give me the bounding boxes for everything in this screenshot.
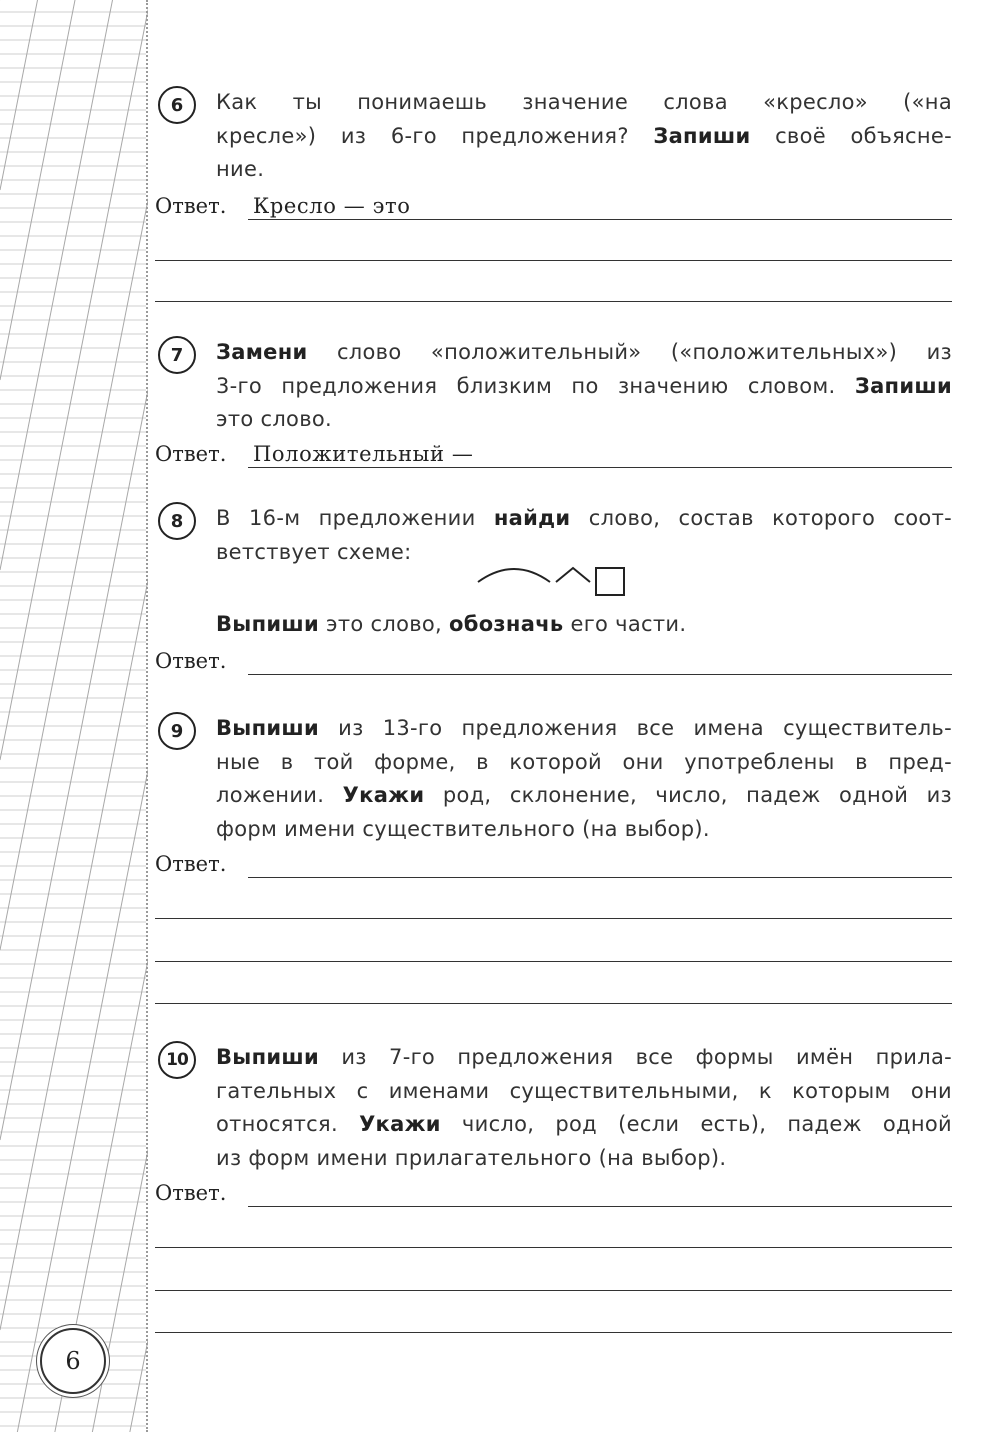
margin-slant — [0, 380, 148, 1140]
task-number: 9 — [158, 712, 196, 750]
task-8 — [158, 502, 952, 569]
text-line: Выпиши из 13-го предложения все имена существитель- — [216, 716, 952, 740]
task-text — [216, 336, 952, 437]
instruction-keyword: Запиши — [854, 373, 952, 398]
root-arc-icon — [478, 569, 550, 582]
answer-line[interactable] — [155, 918, 952, 919]
answer-line — [248, 467, 952, 468]
page-number: 6 — [40, 1328, 106, 1394]
text-line: ные в той форме, в которой они употреблены в пред- — [216, 749, 952, 774]
instruction-keyword: Запиши — [653, 123, 751, 148]
answer-line — [248, 877, 952, 878]
instruction-keyword: Выпиши — [216, 612, 320, 636]
text-line: ветствует схеме: — [216, 539, 412, 564]
answer-label: Ответ. — [155, 442, 227, 466]
ending-box-icon — [596, 568, 624, 595]
answer-line[interactable] — [155, 1003, 952, 1004]
text-line: это слово. — [216, 407, 332, 431]
task-6 — [158, 86, 952, 187]
task-number: 10 — [158, 1041, 196, 1079]
margin-slant — [0, 0, 148, 570]
text-line: ложении. Укажи род, склонение, число, падеж одной из — [216, 783, 952, 807]
text-line: гательных с именами существительными, к которым они — [216, 1078, 952, 1103]
text-line: относятся. Укажи число, род (если есть), падеж одной — [216, 1112, 952, 1136]
task-text — [216, 608, 952, 642]
task-9 — [158, 712, 952, 846]
answer-label: Ответ. — [155, 649, 227, 673]
answer-line[interactable] — [155, 1332, 952, 1333]
word-scheme — [476, 562, 630, 600]
text-line: Выпиши из 7-го предложения все формы имён прила- — [216, 1045, 952, 1069]
instruction-keyword: найди — [493, 506, 571, 530]
text-line: форм имени существительного (на выбор). — [216, 816, 710, 841]
text-line: 3-го предложения близким по значению словом. Запиши — [216, 373, 952, 398]
margin-slant — [0, 0, 148, 760]
suffix-caret-icon — [556, 568, 590, 582]
text-line: кресле») из 6-го предложения? Запиши своё объясне- — [216, 123, 952, 148]
margin-slant — [0, 0, 148, 380]
text-line: Выпиши это слово, обозначь его части. — [216, 612, 687, 636]
text-line: Как ты понимаешь значение слова «кресло» («на — [216, 90, 952, 114]
text-line: Замени слово «положительный» («положительных») из — [216, 340, 952, 364]
answer-line[interactable] — [155, 301, 952, 302]
task-number: 8 — [158, 502, 196, 540]
answer-label: Ответ. — [155, 852, 227, 876]
answer-label: Ответ. — [155, 1181, 227, 1205]
instruction-keyword: Укажи — [359, 1112, 441, 1136]
instruction-keyword: Замени — [216, 340, 308, 364]
task-text — [216, 712, 952, 846]
task-text — [216, 86, 952, 187]
answer-label: Ответ. — [155, 194, 227, 218]
answer-field-9[interactable] — [155, 848, 952, 878]
task-number: 7 — [158, 336, 196, 374]
answer-line — [248, 219, 952, 220]
answer-line — [248, 1206, 952, 1207]
answer-line — [248, 674, 952, 675]
answer-prefill: Кресло — это — [253, 194, 411, 218]
task-8-continued — [158, 608, 952, 642]
task-10 — [158, 1041, 952, 1175]
text-line: ние. — [216, 157, 265, 181]
task-text — [216, 1041, 952, 1175]
task-number: 6 — [158, 86, 196, 124]
cut-line — [146, 0, 148, 1432]
answer-field-7[interactable] — [155, 438, 952, 468]
text-line: из форм имени прилагательного (на выбор). — [216, 1145, 727, 1170]
instruction-keyword: Выпиши — [216, 716, 320, 740]
answer-field-8[interactable] — [155, 645, 952, 675]
instruction-keyword: Укажи — [342, 783, 425, 807]
task-7 — [158, 336, 952, 437]
answer-line[interactable] — [155, 260, 952, 261]
left-margin-ruling — [0, 0, 148, 1432]
answer-line[interactable] — [155, 1290, 952, 1291]
margin-slant — [0, 190, 148, 950]
text-line: В 16-м предложении найди слово, состав которого соот- — [216, 506, 952, 530]
answer-line[interactable] — [155, 1247, 952, 1248]
answer-field-10[interactable] — [155, 1177, 952, 1207]
margin-slant — [0, 0, 148, 190]
answer-prefill: Положительный — — [253, 442, 474, 466]
answer-line[interactable] — [155, 961, 952, 962]
instruction-keyword: обозначь — [449, 612, 564, 636]
task-text — [216, 502, 952, 569]
instruction-keyword: Выпиши — [216, 1045, 320, 1069]
answer-field-6[interactable] — [155, 190, 952, 220]
